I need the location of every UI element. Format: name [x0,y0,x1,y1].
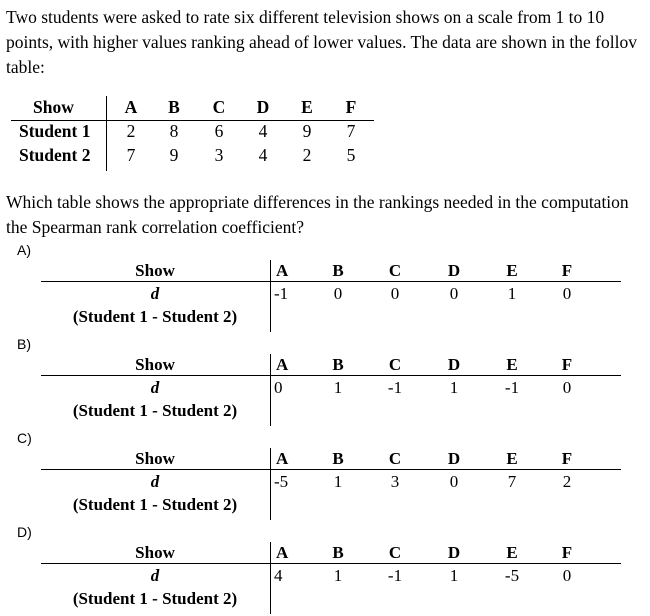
table-cell: 2 [302,145,312,165]
table-cell: 3 [214,145,224,165]
table-cell: 7 [346,121,356,141]
table-cell: 9 [169,145,179,165]
table-cell: 7 [126,145,136,165]
option-column-header: E [506,449,518,468]
option-value-cell: -1 [387,378,403,397]
question-line: the Spearman rank correlation coefficient? [6,217,305,237]
table-cell: 6 [214,121,224,141]
option-value-cell: 1 [333,378,343,397]
table-header-cell: A [124,97,138,117]
option-table [41,354,621,426]
row-label-student-1: Student 1 [19,121,91,141]
option-value-cell: 0 [333,284,343,303]
intro-line: points, with higher values ranking ahead of lower values. The data are shown in the follov [6,32,637,52]
option-value-cell: 3 [390,472,400,491]
option-value-cell: 1 [449,378,459,397]
option-column-header: F [561,449,573,468]
option-show-label: Show [135,449,175,468]
option-value-cell: -5 [504,566,520,585]
option-column-header: E [506,261,518,280]
option-column-header: C [388,261,402,280]
option-column-header: C [388,543,402,562]
option-divider-horizontal [41,281,621,282]
option-d-label: d [150,378,160,397]
option-divider-horizontal [41,563,621,564]
option-divider-horizontal [41,375,621,376]
option-value-cell: 4 [274,566,283,585]
option-column-header: D [447,355,461,374]
option-value-cell: 1 [507,284,517,303]
option-value-cell: 1 [449,566,459,585]
question-paragraph [6,190,629,240]
row-label-student-2: Student 2 [19,145,91,165]
option-column-header: A [276,449,289,468]
table-header-cell: D [256,97,270,117]
option-table [41,448,621,520]
option-column-header: C [388,355,402,374]
intro-line: Two students were asked to rate six different television shows on a scale from 1 to 10 [6,7,605,27]
table-cell: 4 [258,121,268,141]
option-value-cell: 0 [562,284,572,303]
option-table [41,260,621,332]
table-header-cell: E [301,97,313,117]
option-difference-label: (Student 1 - Student 2) [72,589,238,608]
option-column-header: A [276,543,289,562]
option-value-cell: 2 [562,472,572,491]
table-divider-horizontal [11,120,374,121]
table-divider-vertical [106,96,107,171]
option-column-header: C [388,449,402,468]
option-show-label: Show [135,355,175,374]
option-column-header: B [332,261,344,280]
option-value-cell: 0 [562,378,572,397]
option-column-header: A [276,355,289,374]
table-header-cell: F [345,97,357,117]
option-letter[interactable]: C) [17,430,32,446]
table-cell: 8 [169,121,179,141]
option-column-header: F [561,543,573,562]
intro-line: table: [6,57,45,77]
question-line: Which table shows the appropriate differences in the rankings needed in the computation [6,192,629,212]
option-value-cell: 0 [390,284,400,303]
option-value-cell: 0 [449,472,459,491]
option-value-cell: 7 [507,472,517,491]
option-column-header: B [332,449,344,468]
option-letter[interactable]: B) [17,336,31,352]
option-table [41,542,621,614]
option-column-header: F [561,261,573,280]
table-header-cell: B [168,97,180,117]
option-divider-vertical [270,542,271,614]
table-cell: 5 [346,145,356,165]
option-letter[interactable]: A) [17,242,31,258]
option-value-cell: 0 [449,284,459,303]
option-value-cell: 1 [333,472,343,491]
option-value-cell: 0 [562,566,572,585]
ratings-table [11,96,374,171]
option-value-cell: -1 [274,284,289,303]
option-value-cell: -5 [274,472,289,491]
table-cell: 2 [126,121,136,141]
option-column-header: B [332,543,344,562]
intro-paragraph [6,5,637,80]
option-divider-vertical [270,354,271,426]
option-value-cell: -1 [387,566,403,585]
option-column-header: D [447,543,461,562]
option-difference-label: (Student 1 - Student 2) [72,307,238,326]
option-d-label: d [150,566,160,585]
option-show-label: Show [135,261,175,280]
table-cell: 4 [258,145,268,165]
option-column-header: E [506,355,518,374]
option-value-cell: 1 [333,566,343,585]
option-column-header: A [276,261,289,280]
option-d-label: d [150,284,160,303]
option-divider-vertical [270,448,271,520]
option-d-label: d [150,472,160,491]
option-difference-label: (Student 1 - Student 2) [72,401,238,420]
option-column-header: F [561,355,573,374]
table-header-cell: C [212,97,226,117]
option-divider-horizontal [41,469,621,470]
table-cell: 9 [302,121,312,141]
option-divider-vertical [270,260,271,332]
option-show-label: Show [135,543,175,562]
option-column-header: D [447,449,461,468]
option-difference-label: (Student 1 - Student 2) [72,495,238,514]
option-value-cell: 0 [274,378,283,397]
option-value-cell: -1 [504,378,520,397]
option-letter[interactable]: D) [17,524,32,540]
option-column-header: E [506,543,518,562]
table-header-show: Show [33,97,74,117]
option-column-header: B [332,355,344,374]
option-column-header: D [447,261,461,280]
